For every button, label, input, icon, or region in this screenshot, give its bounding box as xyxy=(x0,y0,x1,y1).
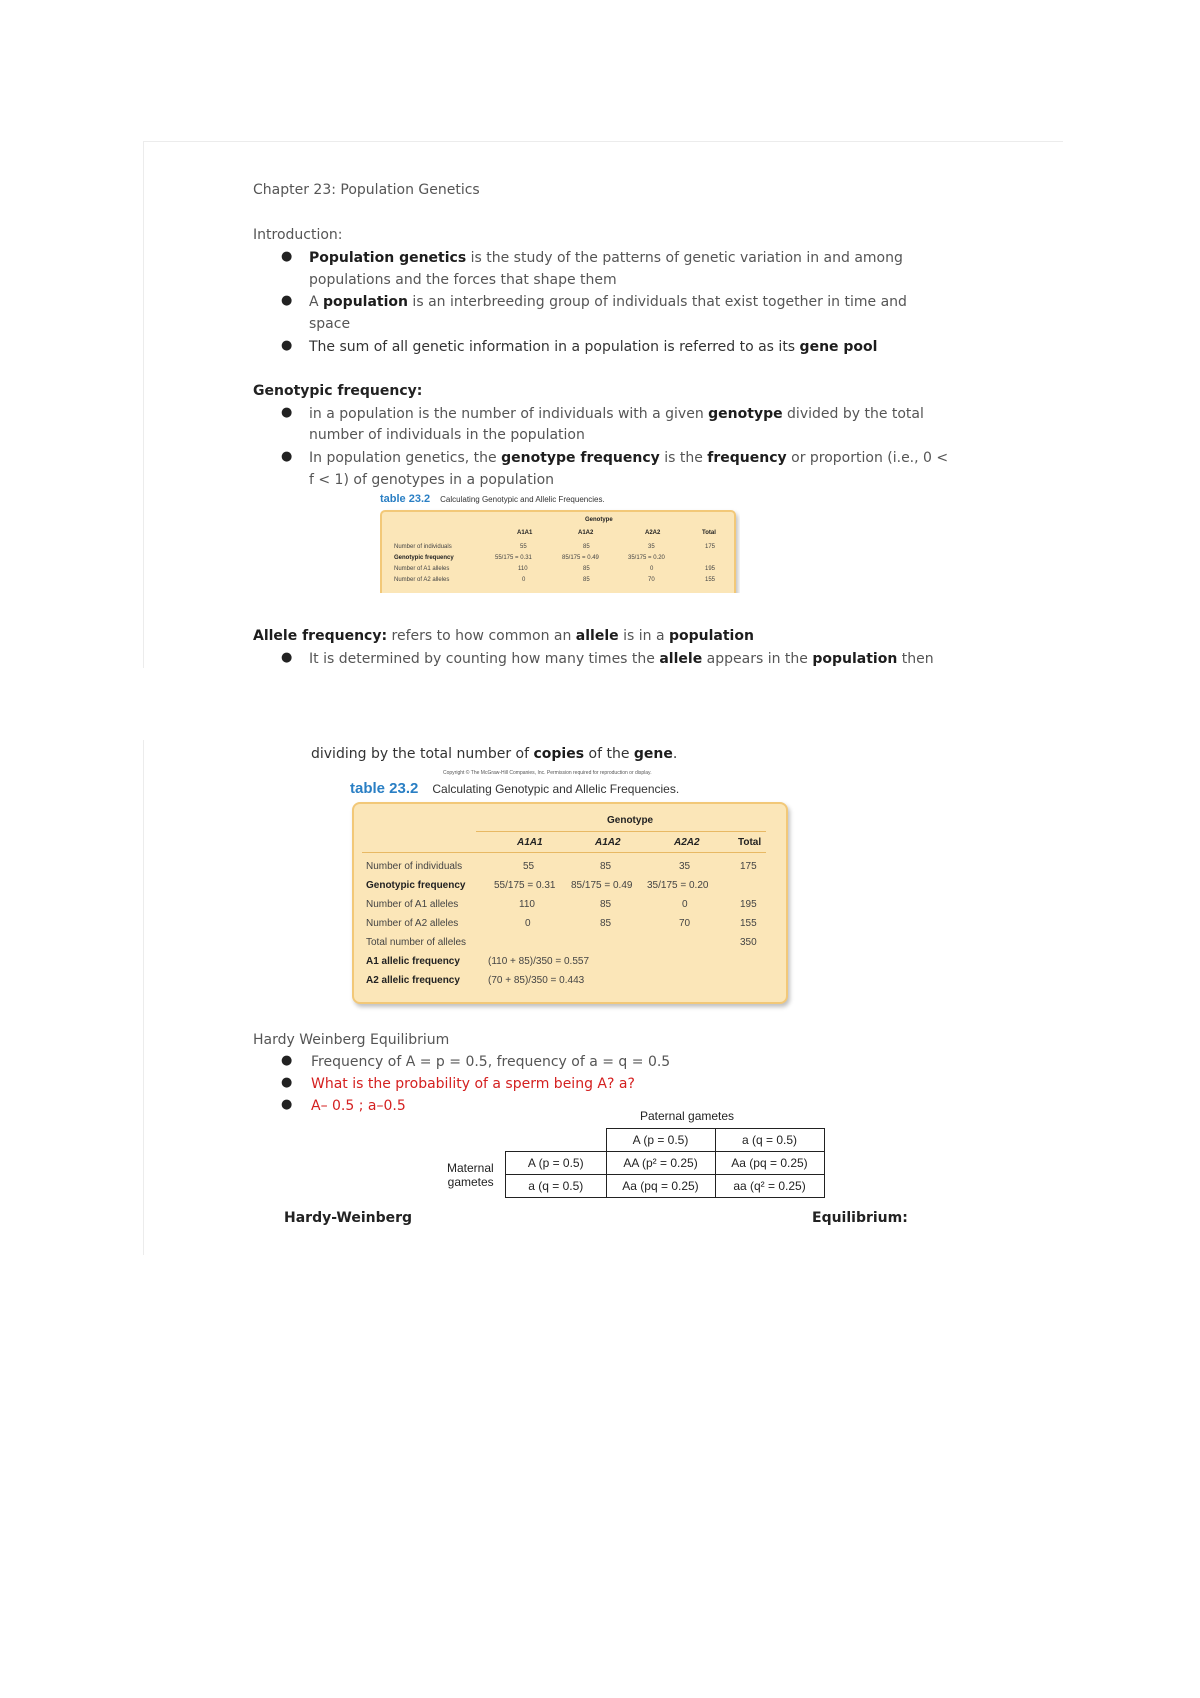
bullet-icon: ● xyxy=(281,405,293,420)
allele-item-1: It is determined by counting how many times the allele appears in the population then xyxy=(309,651,934,667)
table-cell: 195 xyxy=(740,899,757,910)
col-header: A1A1 xyxy=(517,837,543,848)
row-label: Number of individuals xyxy=(366,861,463,872)
intro-item-1-cont: populations and the forces that shape them xyxy=(309,272,617,288)
hw-item-3: A– 0.5 ; a–0.5 xyxy=(311,1098,406,1114)
col-header: A2A2 xyxy=(674,837,700,848)
punnett-cell: AA (p² = 0.25) xyxy=(606,1152,715,1175)
col-header: A1A2 xyxy=(595,837,621,848)
row-label: A1 allelic frequency xyxy=(366,956,460,967)
maternal-header: a (q = 0.5) xyxy=(506,1175,607,1198)
page-border-top xyxy=(143,141,1063,142)
bullet-icon: ● xyxy=(281,1097,293,1112)
genotypic-item-1: in a population is the number of individuals with a given genotype divided by the total xyxy=(309,406,924,422)
row-label: Number of A1 alleles xyxy=(366,899,459,910)
table-cell: 85 xyxy=(600,861,612,872)
bullet-icon: ● xyxy=(281,338,293,353)
table-cell: 55 xyxy=(523,861,535,872)
paternal-gametes-label: Paternal gametes xyxy=(640,1109,735,1123)
table-cell: 85 xyxy=(600,899,612,910)
table-cell: 35 xyxy=(679,861,691,872)
table-cell: 0 xyxy=(682,899,688,910)
col-header: Total xyxy=(738,837,762,848)
row-label: Number of A2 alleles xyxy=(366,918,459,929)
table-23-2 xyxy=(352,802,792,1010)
table-23-2-caption: table 23.2 Calculating Genotypic and Allelic Frequencies. xyxy=(350,780,680,797)
genotypic-heading: Genotypic frequency: xyxy=(253,383,423,399)
table-cell: 155 xyxy=(740,918,757,929)
hw-item-2: What is the probability of a sperm being A? a? xyxy=(311,1076,635,1092)
table-cell: 35/175 = 0.20 xyxy=(647,880,709,891)
paternal-header: A (p = 0.5) xyxy=(606,1129,715,1152)
maternal-gametes-label: Maternal gametes xyxy=(447,1161,494,1189)
intro-item-1: Population genetics is the study of the patterns of genetic variation in and among xyxy=(309,250,903,266)
allele-frequency-line: Allele frequency: refers to how common an allele is in a population xyxy=(253,628,754,644)
genotypic-item-2: In population genetics, the genotype frequency is the frequency or proportion (i.e., 0 < xyxy=(309,450,949,466)
table-cell: 175 xyxy=(740,861,757,872)
punnett-cell: Aa (pq = 0.25) xyxy=(606,1175,715,1198)
bullet-icon: ● xyxy=(281,293,293,308)
table-cell: (110 + 85)/350 = 0.557 xyxy=(488,956,590,967)
group-header: Genotype xyxy=(607,815,654,826)
table-cell: (70 + 85)/350 = 0.443 xyxy=(488,975,585,986)
row-label: A2 allelic frequency xyxy=(366,975,460,986)
allele-item-1-cont: dividing by the total number of copies of the gene. xyxy=(311,746,678,762)
hw-item-1: Frequency of A = p = 0.5, frequency of a = q = 0.5 xyxy=(311,1054,671,1070)
chapter-title: Chapter 23: Population Genetics xyxy=(253,182,480,198)
hw-footer-left: Hardy-Weinberg xyxy=(284,1210,413,1226)
table-23-2-thumbnail: table 23.2 Calculating Genotypic and Allelic Frequencies. Genotype A1A1 A1A2 A2A2 Total Number of individuals 55 85 35 175 Genotypic frequency 55/175 = 0.31 85/175 = 0.49 35/175 = 0.20 Number of A1 alleles 110 85 0 195 Number of A2 alleles 0 85 70 155 xyxy=(380,493,740,593)
table-cell: 0 xyxy=(525,918,531,929)
intro-heading: Introduction: xyxy=(253,227,343,243)
punnett-cell: aa (q² = 0.25) xyxy=(715,1175,824,1198)
bullet-icon: ● xyxy=(281,249,293,264)
table-cell: 350 xyxy=(740,937,757,948)
intro-item-2: A population is an interbreeding group of individuals that exist together in time and xyxy=(309,294,907,310)
row-label: Total number of alleles xyxy=(366,937,467,948)
genotypic-item-1-cont: number of individuals in the population xyxy=(309,427,585,443)
genotypic-item-2-cont: f < 1) of genotypes in a population xyxy=(309,472,555,488)
table-cell: 85/175 = 0.49 xyxy=(571,880,633,891)
intro-item-2-cont: space xyxy=(309,316,351,332)
table-cell: 55/175 = 0.31 xyxy=(494,880,556,891)
bullet-icon: ● xyxy=(281,1075,293,1090)
intro-item-3: The sum of all genetic information in a population is referred to as its gene pool xyxy=(309,339,878,355)
copyright-note: Copyright © The McGraw-Hill Companies, Inc. Permission required for reproduction or display. xyxy=(443,770,652,776)
page-border-left xyxy=(143,740,144,1255)
table-cell: 70 xyxy=(679,918,691,929)
row-label: Genotypic frequency xyxy=(366,880,466,891)
paternal-header: a (q = 0.5) xyxy=(715,1129,824,1152)
maternal-header: A (p = 0.5) xyxy=(506,1152,607,1175)
bullet-icon: ● xyxy=(281,1053,293,1068)
hardy-weinberg-heading: Hardy Weinberg Equilibrium xyxy=(253,1032,450,1048)
table-cell: 85 xyxy=(600,918,612,929)
table-cell: 110 xyxy=(519,899,535,910)
punnett-square xyxy=(505,1128,825,1198)
punnett-cell: Aa (pq = 0.25) xyxy=(715,1152,824,1175)
bullet-icon: ● xyxy=(281,449,293,464)
hw-footer-right: Equilibrium: xyxy=(812,1210,908,1226)
page-border-left xyxy=(143,141,144,668)
bullet-icon: ● xyxy=(281,650,293,665)
